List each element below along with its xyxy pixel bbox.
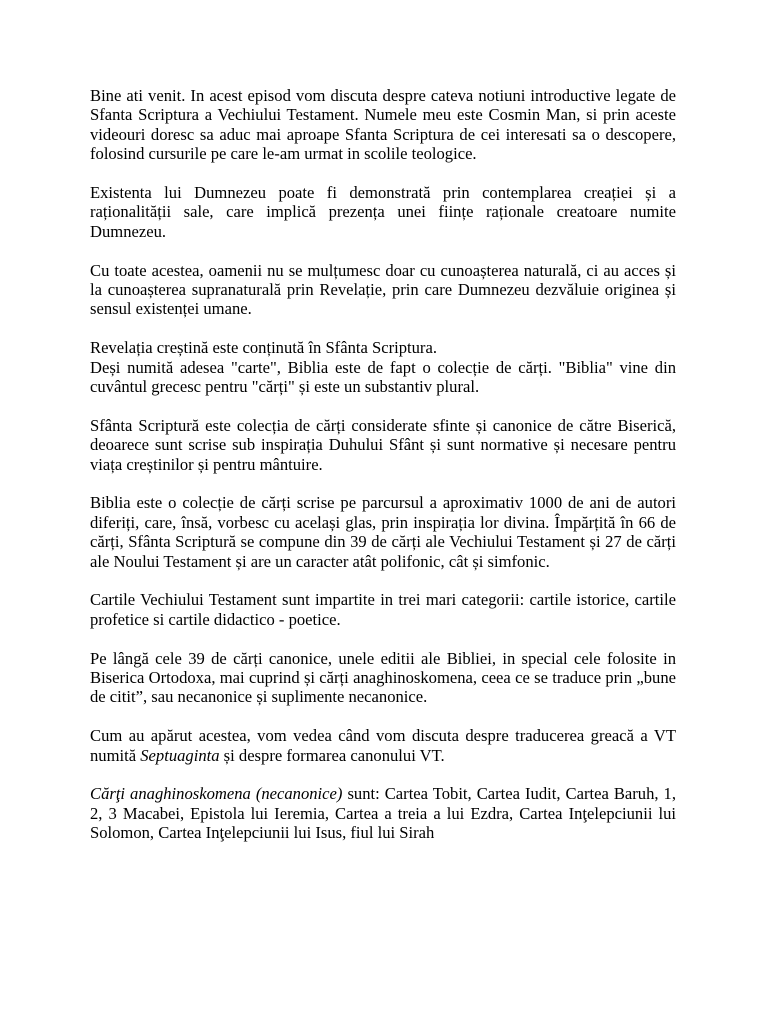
- septuagint-term: Septuaginta: [140, 745, 220, 765]
- paragraph-existence-of-god: Existenta lui Dumnezeu poate fi demonstrată prin contemplarea creației și a raționalității sale, care implică prezența unei ființe raționale creatoare numite Dumnezeu.: [90, 183, 676, 241]
- non-canonical-heading: Cărţi anaghinoskomena (necanonice): [90, 784, 343, 804]
- septuagint-text-before: Cum au apărut acestea, vom vedea când vom discuta despre traducerea greacă a VT numită: [90, 726, 676, 765]
- paragraph-christian-revelation: Revelația creștină este conținută în Sfânta Scriptura.: [90, 338, 437, 358]
- septuagint-text-after: și despre formarea canonului VT.: [219, 745, 445, 765]
- paragraph-non-canonical-books: [90, 784, 676, 842]
- document-page: [90, 86, 676, 862]
- paragraph-bible-composition: Biblia este o colecție de cărți scrise pe parcursul a aproximativ 1000 de ani de autori diferiți, care, însă, vorbesc cu același glas, prin inspirația lor divina. Împărțită în 66 de cărți, Sfânta Scriptură se compune din 39 de cărți ale Vechiului Testament și 27 de cărți ale Noului Testament și are un caracter atât polifonic, cât și simfonic.: [90, 493, 676, 571]
- paragraph-holy-scripture-definition: Sfânta Scriptură este colecția de cărți considerate sfinte și canonice de către Biserică, deoarece sunt scrise sub inspirația Duhului Sfânt și sunt normative și necesare pentru viața creștinilor și pentru mântuire.: [90, 415, 676, 474]
- paragraph-revelation: Cu toate acestea, oamenii nu se mulțumesc doar cu cunoașterea naturală, ci au acces și la cunoașterea supranaturală prin Revelație, prin care Dumnezeu dezvăluie originea și sensul existenței umane.: [90, 260, 676, 319]
- paragraph-septuagint: [90, 726, 676, 765]
- paragraph-old-testament-categories: Cartile Vechiului Testament sunt impartite in trei mari categorii: cartile istorice, cartile profetice si cartile didactico - poetice.: [90, 590, 676, 629]
- paragraph-bible-collection: Deși numită adesea "carte", Biblia este de fapt o colecție de cărți. "Biblia" vine din cuvântul grecesc pentru "cărți" și este un substantiv plural.: [90, 357, 676, 397]
- non-canonical-list: sunt: Cartea Tobit, Cartea Iudit, Cartea Baruh, 1, 2, 3 Macabei, Epistola lui Ieremia, Cartea a treia a lui Ezdra, Cartea Inţelepciunii lui Solomon, Cartea Inţelepciunii lui Isus, fiul lui Sirah: [90, 784, 676, 843]
- paragraph-anaghinoskomena: Pe lângă cele 39 de cărți canonice, unele editii ale Bibliei, in special cele folosite in Biserica Ortodoxa, mai cuprind și cărți anaghinoskomena, ceea ce se traduce prin „bune de citit”, sau necanonice și suplimente necanonice.: [90, 648, 676, 707]
- paragraph-intro: Bine ati venit. In acest episod vom discuta despre cateva notiuni introductive legate de Sfanta Scriptura a Vechiului Testament. Numele meu este Cosmin Man, si prin aceste videouri doresc sa aduc mai aproape Sfanta Scriptura de cei interesati sa o descopere, folosind cursurile pe care le-am urmat in scolile teologice.: [90, 86, 676, 164]
